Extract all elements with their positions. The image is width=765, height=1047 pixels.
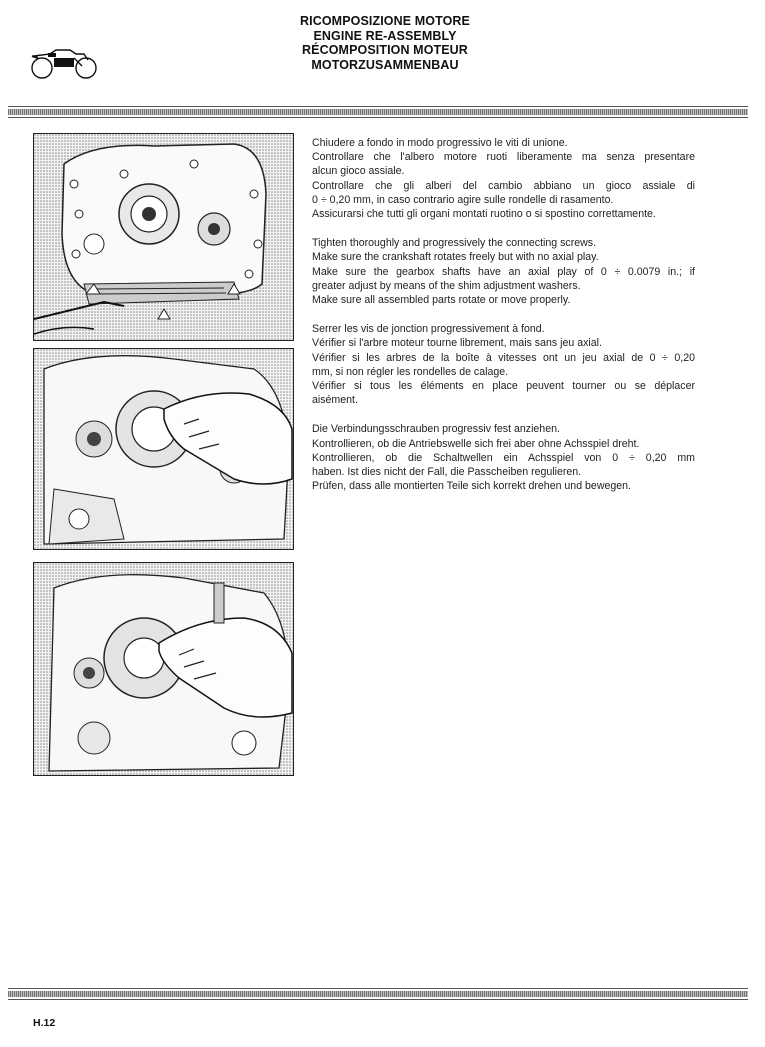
text-line: Chiudere a fondo in modo progressivo le viti di unione. <box>312 137 568 149</box>
text-line: Tighten thoroughly and progressively the connecting screws. <box>312 237 597 250</box>
text-line: Vérifier si l'arbre moteur tourne librement, mais sans jeu axial. <box>312 337 602 350</box>
text-line: Make sure the gearbox shafts have an axial play of 0 ÷ 0.0079 in.; if <box>312 265 695 278</box>
title-english: ENGINE RE-ASSEMBLY <box>313 28 457 43</box>
text-line: Die Verbindungsschrauben progressiv fest anziehen. <box>312 423 560 436</box>
text-line: Controllare che l'albero motore ruoti liberamente ma senza presentare <box>312 151 695 164</box>
paragraph-french <box>312 322 695 407</box>
text-line: Vérifier si tous les éléments en place peuvent tourner ou se déplacer <box>312 380 695 393</box>
text-line: Prüfen, dass alle montierten Teile sich korrekt drehen und bewegen. <box>312 480 631 493</box>
paragraph-english <box>312 236 695 307</box>
text-line: mm, si non régler les rondelles de calage. <box>312 365 509 378</box>
text-line: greater adjust by means of the shim adjustment washers. <box>312 279 581 292</box>
text-line: Vérifier si les arbres de la boîte à vitesses ont un jeu axial de 0 ÷ 0,20 <box>312 351 695 364</box>
text-line: Assicurarsi che tutti gli organi montati ruotino o si spostino correttamente. <box>312 208 656 221</box>
text-line: Make sure the crankshaft rotates freely but with no axial play. <box>312 251 599 264</box>
crankshaft-rotation-check-photo <box>33 348 294 550</box>
instruction-text <box>312 136 695 508</box>
text-line: Kontrollieren, ob die Schaltwellen ein Achsspiel von 0 ÷ 0,20 mm <box>312 451 695 464</box>
text-line: haben. Ist dies nicht der Fall, die Passcheiben regulieren. <box>312 466 582 479</box>
footer-rule <box>8 988 748 1000</box>
paragraph-italian <box>312 136 695 221</box>
text-line: 0 ÷ 0,20 mm, in caso contrario agire sulle rondelle di rasamento. <box>312 193 614 206</box>
text-line: Make sure all assembled parts rotate or move properly. <box>312 294 571 307</box>
header-rule <box>8 106 748 118</box>
text-line: Kontrollieren, ob die Antriebswelle sich frei aber ohne Achsspiel dreht. <box>312 437 640 450</box>
text-line: aisément. <box>312 394 358 407</box>
title-italian: RICOMPOSIZIONE MOTORE <box>300 14 470 28</box>
paragraph-german <box>312 422 695 493</box>
text-line: alcun gioco assiale. <box>312 165 405 178</box>
page-title-block <box>250 14 520 72</box>
title-french: RÉCOMPOSITION MOTEUR <box>302 43 468 57</box>
motorcycle-icon <box>30 44 100 80</box>
title-german: MOTORZUSAMMENBAU <box>311 57 459 72</box>
page-number: H.12 <box>33 1017 56 1029</box>
text-line: Controllare che gli alberi del cambio abbiano un gioco assiale di <box>312 179 695 192</box>
text-line: Serrer les vis de jonction progressivement à fond. <box>312 323 545 336</box>
engine-crankcase-screws-photo <box>33 133 294 341</box>
gearbox-shaft-play-check-photo <box>33 562 294 776</box>
